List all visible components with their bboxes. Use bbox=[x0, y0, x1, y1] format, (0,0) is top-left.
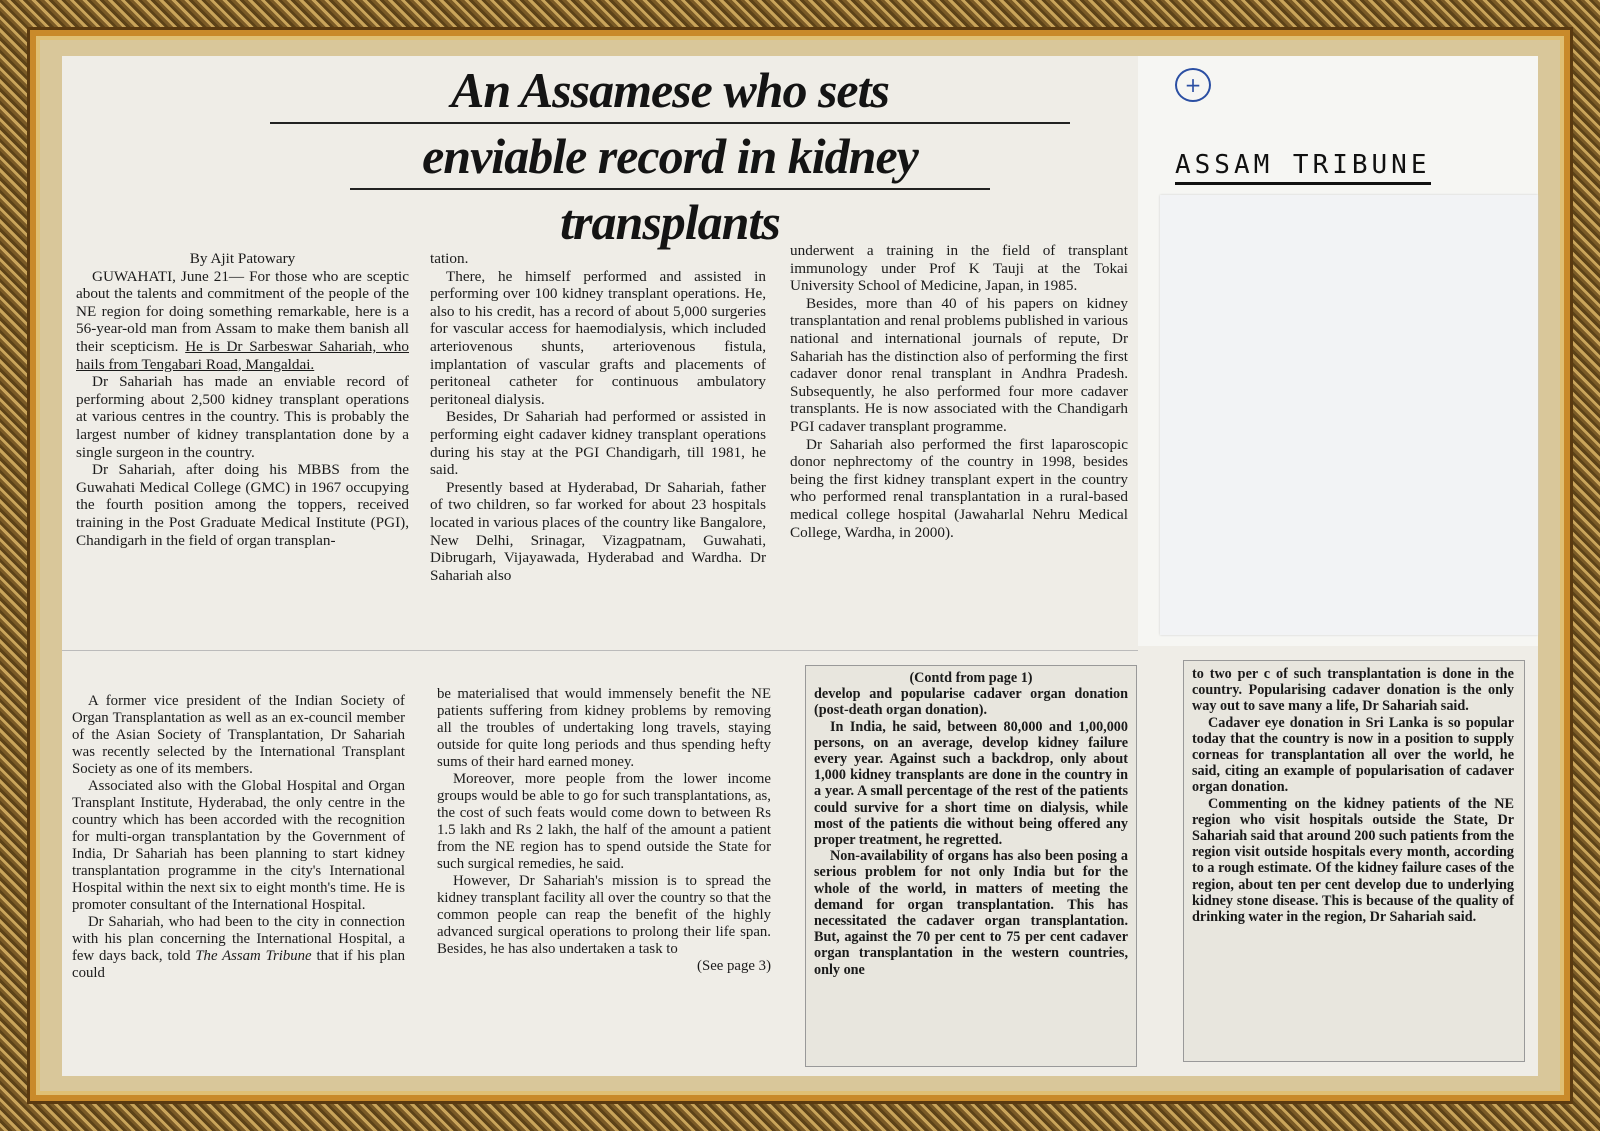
paragraph: Presently based at Hyderabad, Dr Sahariah, father of two children, so far worked for about 23 hospitals located in various places of the country like Bangalore, New Delhi, Srinagar, Vizagpatnam, Guwahati, Dibrugarh, Vijayawada, Hyderabad and Wardha. Dr Sahariah also bbox=[430, 478, 766, 584]
paragraph: Besides, Dr Sahariah had performed or assisted in performing eight cadaver kidney transplant operations during his stay at the PGI Chandigarh, till 1981, he said. bbox=[430, 408, 766, 479]
paragraph bbox=[76, 268, 409, 374]
top-column-1 bbox=[76, 250, 409, 549]
paragraph: Non-availability of organs has also been posing a serious problem for not only India but for the whole of the world, in matters of meeting the demand for organ transplantation. This has necessitated the cadaver organ transplantation. But, against the 70 per cent to 75 per cent cadaver organ transplantation in the western countries, only one bbox=[814, 848, 1128, 978]
paragraph: Dr Sahariah has made an enviable record of performing about 2,500 kidney transplant operations at various centres in the country. This is probably the largest number of kidney transplantation done by a single surgeon in the country. bbox=[76, 373, 409, 461]
paragraph: There, he himself performed and assisted in performing over 100 kidney transplant operations. He, also to his credit, has a record of about 5,000 surgeries for vascular access for haemodialysis, which included arteriovenous shunts, arteriovenous fistula, implantation of vascular grafts and placements of peritoneal catheter for continuous ambulatory peritoneal dialysis. bbox=[430, 267, 766, 408]
paragraph: Besides, more than 40 of his papers on kidney transplantation and renal problems published in various national and international journals of repute, Dr Sahariah has the distinction also of performing the first cadaver donor renal transplant in Andhra Pradesh. Subsequently, he also performed four more cadaver transplants. He is now associated with the Chandigarh PGI cadaver transplant programme. bbox=[790, 294, 1128, 435]
paragraph: Associated also with the Global Hospital and Organ Transplant Institute, Hyderabad, the only centre in the country which has been accorded with the recognition for multi-organ transplantation by the Government of India, Dr Sahariah has been planning to start kidney transplantation programme in the city's International Hospital within the next six to eight month's time. He is promoter consultant of the International Hospital. bbox=[72, 778, 405, 913]
top-column-2 bbox=[430, 250, 766, 584]
paragraph: Dr Sahariah, after doing his MBBS from the Guwahati Medical College (GMC) in 1967 occupying the fourth position among the toppers, received training in the Post Graduate Medical Institute (PGI), Chandigarh in the field of organ transplan- bbox=[76, 461, 409, 549]
plus-mark-annotation: + bbox=[1175, 68, 1211, 102]
paragraph: develop and popularise cadaver organ donation (post-death organ donation). bbox=[814, 686, 1128, 719]
paragraph: Moreover, more people from the lower income groups would be able to go for such transplantations, as, the cost of such feats would come down to between Rs 1.5 lakh and Rs 2 lakh, the half of the amount a patient from the NE region has to spend outside the State for such surgical remedies, he said. bbox=[437, 771, 771, 872]
see-page-reference: (See page 3) bbox=[697, 958, 771, 974]
paragraph: be materialised that would immensely benefit the NE patients suffering from kidney problems by removing all the troubles of undertaking long travels, staying outside for quite long periods and thus spending hefty sums of their hard earned money. bbox=[437, 686, 771, 770]
paragraph bbox=[72, 914, 405, 982]
text-run: that if his plan could bbox=[72, 948, 405, 981]
bottom-column-2 bbox=[437, 686, 771, 975]
paragraph: A former vice president of the Indian Society of Organ Transplantation as well as an ex-council member of the Asian Society of Transplantation, Dr Sahariah was recently selected by the International Transplant Society as one of its members. bbox=[72, 693, 405, 777]
paragraph: In India, he said, between 80,000 and 1,00,000 persons, on an average, develop kidney failure every year. Against such a backdrop, only about 1,000 kidney transplants are done in the country in a year. A small percentage of the rest of the patients could survive for a short time on dialysis, while most of the patients die without being offered any proper treatment, he regretted. bbox=[814, 718, 1128, 849]
paragraph: Commenting on the kidney patients of the NE region who visit hospitals outside the State, Dr Sahariah said that around 200 such patients from the region visit outside hospitals every month, according to a rough estimate. Of the kidney failure cases of the region, about ten per cent develop due to underlying kidney stone disease. This is because of the quality of drinking water in the region, Dr Sahariah said. bbox=[1192, 795, 1514, 926]
bottom-column-4 bbox=[1192, 666, 1514, 925]
continued-clipping-2 bbox=[1183, 660, 1525, 1062]
paragraph: underwent a training in the field of transplant immunology under Prof K Tauji at the Tokai University School of Medicine, Japan, in 1985. bbox=[790, 242, 1128, 295]
article-headline bbox=[270, 58, 1070, 254]
continued-from-label: (Contd from page 1) bbox=[909, 670, 1033, 686]
text-run: Dr Sahariah, who had been to the city in connection with his plan concerning the International Hospital, a few days back, told bbox=[72, 914, 405, 964]
headline-line-1: An Assamese who sets bbox=[270, 58, 1070, 124]
newspaper-name-italic: The Assam Tribune bbox=[195, 948, 312, 964]
paragraph: to two per c of such transplantation is done in the country. Popularising cadaver donation is the only way out to save many a life, Dr Sahariah said. bbox=[1192, 666, 1514, 715]
continued-clipping-1 bbox=[805, 665, 1137, 1067]
paragraph: Cadaver eye donation in Sri Lanka is so popular today that the country is now in a position to supply corneas for transplantation all over the world, he said, citing an example of popularisation of cadaver organ donation. bbox=[1192, 714, 1514, 796]
text-run: GUWAHATI, June 21— For those who are sceptic about the talents and commitment of the people of the NE region for doing something remarkable, here is a 56-year-old man from Assam to make them banish all their scepticism. bbox=[76, 267, 409, 355]
paragraph: However, Dr Sahariah's mission is to spread the kidney transplant facility all over the country so that the common people can reap the benefit of the highly advanced surgical operations to prolong their life span. Besides, he has also undertaken a task to bbox=[437, 873, 771, 957]
top-column-3 bbox=[790, 242, 1128, 541]
byline: By Ajit Patowary bbox=[189, 250, 296, 267]
headline-line-2: enviable record in kidney bbox=[350, 124, 990, 190]
paragraph: tation. bbox=[430, 250, 469, 267]
bottom-column-1 bbox=[72, 693, 405, 982]
underlined-text: He is Dr Sarbeswar Sahariah, who hails from Tengabari Road, Mangaldai. bbox=[76, 337, 409, 373]
headline-line-3: transplants bbox=[560, 194, 780, 250]
paragraph: Dr Sahariah also performed the first laparoscopic donor nephrectomy of the country in 1998, besides being the first kidney transplant expert in the country who performed renal transplantation in a rural-based medical college hospital (Jawaharlal Nehru Medical College, Wardha, in 2000). bbox=[790, 435, 1128, 541]
bottom-column-3 bbox=[814, 670, 1128, 978]
newspaper-name-handwritten: ASSAM TRIBUNE bbox=[1175, 150, 1431, 185]
section-divider bbox=[62, 650, 1138, 651]
note-card bbox=[1160, 195, 1538, 635]
